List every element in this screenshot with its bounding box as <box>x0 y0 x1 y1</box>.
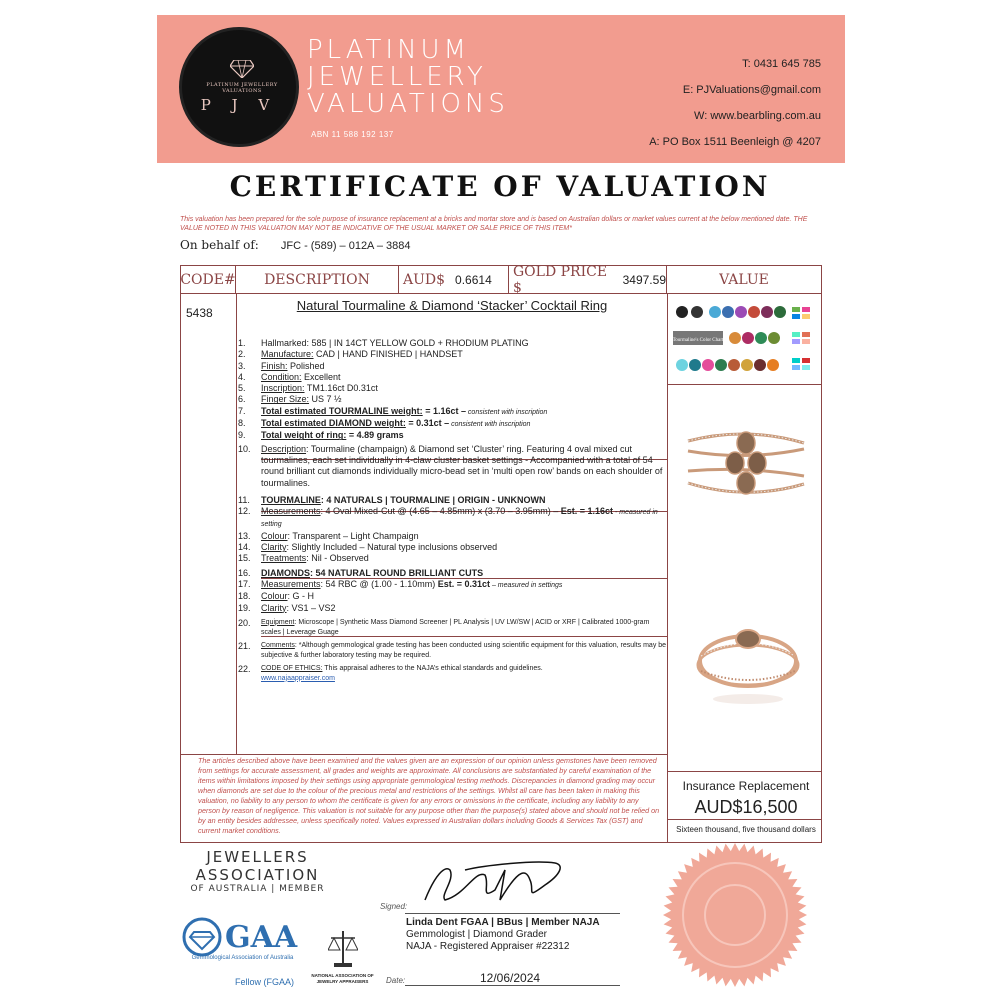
list-item: 16. DIAMONDS: 54 NATURAL ROUND BRILLIANT CUTS <box>238 567 484 578</box>
naja-logo: NATIONAL ASSOCIATION OF JEWELRY APPRAISERS <box>310 928 375 985</box>
list-item: 15. Treatments: Nil - Observed <box>238 553 369 564</box>
letterhead <box>157 15 845 163</box>
embossed-seal <box>660 840 810 990</box>
gold-price-value: 3497.59 <box>622 272 666 287</box>
phone: T: 0431 645 785 <box>742 58 821 70</box>
insurance-top-line <box>667 771 822 772</box>
item-title: Natural Tourmaline & Diamond ‘Stacker’ Cocktail Ring <box>296 298 608 313</box>
item-code: 5438 <box>186 306 213 320</box>
list-item: 13. Colour: Transparent – Light Champaign <box>238 530 419 541</box>
list-item: 6. Finger Size: US 7 ½ <box>238 394 342 405</box>
date-label: Date: <box>386 976 406 985</box>
address: A: PO Box 1511 Beenleigh @ 4207 <box>649 136 821 148</box>
header-gold-price: GOLD PRICE $ 3497.59 <box>509 266 667 294</box>
diamond-icon <box>230 60 254 78</box>
appraiser-details <box>406 917 600 953</box>
list-item: 3. Finish: Polished <box>238 360 325 371</box>
appraiser-role: Gemmologist | Diamond Grader <box>406 929 547 940</box>
aud-rate: 0.6614 <box>455 272 492 287</box>
list-item: 19. Clarity: VS1 – VS2 <box>238 602 336 613</box>
valuation-table <box>180 265 822 843</box>
item-details <box>238 338 668 684</box>
pjv-logo <box>179 27 299 147</box>
insurance-title: Insurance Replacement <box>682 779 810 793</box>
ring-side-view-image <box>691 611 806 721</box>
list-item: 1. Hallmarked: 585 | IN 14CT YELLOW GOLD + RHODIUM PLATING <box>238 338 529 348</box>
insurance-amount: AUD$16,500 <box>694 797 798 817</box>
contact-block <box>649 51 821 155</box>
list-item: 12. Measurements: 4 Oval Mixed-Cut @ (4.65 – 4.85mm) x (3.70 – 3.95mm) – Est. = 1.16ct - measured in setting <box>238 506 658 529</box>
list-item: 2. Manufacture: CAD | HAND FINISHED | HANDSET <box>238 349 463 360</box>
gaa-diamond-icon <box>182 917 222 957</box>
list-item: 10. Description: Tourmaline (champaign) & Diamond set ‘Cluster’ ring. Featuring 4 oval mixed cut tourmalines, each set individually in 4-claw cluster basket settings - Accompanied with a total of 54 round brilliant cut diamonds individually micro-bead set in ‘multi open row’ bands on each shoulder of tourmalines. <box>238 443 663 488</box>
list-item: 17. Measurements: 54 RBC @ (1.00 - 1.10mm) Est. = 0.31ct – measured in settings <box>238 578 563 589</box>
list-item: 7. Total estimated TOURMALINE weight: = 1.16ct – consistent with inscription <box>238 405 548 416</box>
insurance-mid-line <box>667 819 822 820</box>
ring-top-view-image <box>686 421 806 506</box>
chart-label: Tourmaline's Color Chart <box>672 338 724 343</box>
list-item: 8. Total estimated DIAMOND weight: = 0.31ct – consistent with inscription <box>238 418 531 429</box>
header-aud: AUD$ 0.6614 <box>399 266 509 294</box>
list-item: 18. Colour: G - H <box>238 591 315 602</box>
logo-initials: P J V <box>200 96 278 114</box>
insurance-amount-words: Sixteen thousand, five thousand dollars <box>676 825 816 834</box>
value-divider <box>667 384 822 385</box>
list-item: 22. CODE OF ETHICS: This appraisal adheres to the NAJA’s ethical standards and guidelines. www.najaappraiser.com <box>238 663 543 682</box>
email: E: PJValuations@gmail.com <box>682 84 821 96</box>
naja-link[interactable]: www.najaappraiser.com <box>261 674 335 682</box>
signature-line <box>405 913 620 914</box>
signature-image <box>405 855 575 910</box>
valuation-date: 12/06/2024 <box>480 971 541 985</box>
behalf-label: On behalf of: <box>180 238 259 252</box>
page-title: CERTIFICATE OF VALUATION <box>229 170 771 203</box>
tourmaline-color-chart <box>670 298 820 383</box>
legal-notes: The articles described above have been examined and the values given are an expression of our opinion unless gemstones have been removed from settings for accurate assessment, all grades and weights are approximate. All conclusions are substantiated by careful examination of the items within limitations imposed by their settings using appropriate gemmological testing methods. Discrepancies in diamond grading may occur when diamonds are set due to the colour of the precious metal and restrictions of the settings. Whilst all care has been taken in making this valuation, no liability to any person to whom the certificate is given for any errors or omissions in the certificate, including any liability to any person by reason of negligence. This valuation is not suitable for any purpose other than the purpose(s) stated above and should not be relied on by an entity besides addressee, unless specifically noted. Values expressed in Australian dollars including Goods & Services Tax (GST) and current market conditions. <box>198 756 660 835</box>
abn-number: ABN 11 588 192 137 <box>311 130 394 139</box>
header-code: CODE# <box>181 266 236 294</box>
notes-divider <box>181 754 667 755</box>
header-value: VALUE <box>667 266 821 294</box>
website: W: www.bearbling.com.au <box>694 110 821 122</box>
header-description: DESCRIPTION <box>236 266 399 294</box>
appraiser-registration: NAJA - Registered Appraiser #22312 <box>406 941 570 952</box>
list-item: 5. Inscription: TM1.16ct D0.31ct <box>238 383 378 394</box>
appraiser-name: Linda Dent FGAA | BBus | Member NAJA <box>406 917 600 928</box>
behalf-reference: JFC - (589) – 012A – 3884 <box>280 240 411 252</box>
on-behalf-of <box>180 238 411 252</box>
scales-icon <box>328 928 358 968</box>
list-item: 14. Clarity: Slightly Included – Natural type inclusions observed <box>238 542 498 553</box>
list-item: 21. Comments: *Although gemmological grade testing has been conducted using scientific equipment for this valuation, results may be subjective & further laboratory testing may be required. <box>238 640 667 659</box>
signed-label: Signed: <box>380 902 408 911</box>
brand-name: PLATINUM JEWELLERY VALUATIONS <box>307 35 509 119</box>
list-item: 20. Equipment: Microscope | Synthetic Mass Diamond Screener | PL Analysis | UV LW/SW | ACID or XRF | Calibrated 1000-gram scales | Leverage Guage <box>238 617 650 636</box>
logo-arc-text: PLATINUM JEWELLERY VALUATIONS <box>206 82 278 94</box>
list-item: 11. TOURMALINE: 4 NATURALS | TOURMALINE | ORIGIN - UNKNOWN <box>238 494 546 505</box>
column-divider <box>236 294 237 754</box>
date-line <box>405 985 620 986</box>
top-disclaimer: This valuation has been prepared for the sole purpose of insurance replacement at a bricks and mortar store and is based on Australian dollars or market values current at the below mentioned date. THE VALUE NOTED IN THIS VALUATION MAY NOT BE INDICATIVE OF THE USUAL MARKET OR SALE PRICE OF THIS ITEM* <box>180 216 808 232</box>
certificate-page: PLATINUM JEWELLERY VALUATIONS P J V PLATINUM JEWELLERY VALUATIONS ABN 11 588 192 137 T: 0431 645 785 E: PJValuations@gmail.com W: www.bearbling.com.au A: PO Box 1511 Beenleigh @ 4207 CERTIFICATE OF VALUATION This valuation has been prepared for the sole purpose of insurance replacement at a bricks and mortar store and is based on Australian dollars or market values current at the below mentioned date. THE VALUE NOTED IN THIS VALUATION MAY NOT BE INDICATIVE OF THE USUAL MARKET OR SALE PRICE OF THIS ITEM* On behalf of: JFC - (589) – 012A – 3884 CODE# DESCRIPTION AUD$ 0.6614 GOLD PRICE $ 3497.59 VALUE 5438 Natural Tourmaline & Diamond ‘Stacker’ Cocktail Ring 1. Hallmarked: 585 | IN 14CT YELLOW GOLD + RHODIUM PLATING 2. Manufacture: CAD | HAND FINISHED | HANDSET 3. Finish: Polished 4. Condition: Excellent 5. Inscription: TM1.16ct D0.31ct 6. Finger Size: US 7 ½ 7. Total estimated TOURMALINE weight: = 1.16ct – consistent with inscription 8. Total estimated DIAMOND weight: = 0.31ct – consistent with inscription 9. Total weight of ring: = 4.89 grams 10. Description: Tourmaline (champaign) & Diamond set ‘Cluster’ ring. Featuring 4 oval mixed cut tourmalines, each set individually in 4-claw cluster basket settings - Accompanied with a total of 54 round brilliant cut diamonds individually micro-bead set in ‘multi open row’ bands on each shoulder of tourmalines. 11. TOURMALINE: 4 NATURALS | TOURMALINE | ORIGIN - UNKNOWN 12. Measurements: 4 Oval Mixed-Cut @ (4.65 – 4.85mm) x (3.70 – 3.95mm) – Est. = 1.16ct - measured in setting 13. Colour: Transparent – Light Champaign 14. Clarity: Slightly Included – Natural type inclusions observed 15. Treatments: Nil - Observed 16. DIAMONDS: 54 NATURAL ROUND BRILLIANT CUTS 17. Measurements: 54 RBC @ (1.00 - 1.10mm) Est. = 0.31ct – measured in settings 18. Colour: G - H 19. Clarity: VS1 – VS2 20. Equipment: Microscope | Synthetic Mass Diamond Screener | PL Analysis | UV LW/SW | ACID or XRF | Calibrated 1000-gram scales | Leverage Guage 21. Comments: *Although gemmological grade testing has been conducted using scientific equipment for this valuation, results may be subjective & further laboratory testing may be required. 22. CODE OF ETHICS: This appraisal adheres to the NAJA’s ethical standards and guidelines. www.najaappraiser.com Tourmaline's Color Chart The articles described above have been examined and the values given are an expression of our opinion unless gemstones have been removed from settings for accurate assessment, all grades and weights are approximate. All conclusions are substantiated by careful examination of the items within limitations imposed by their settings using appropriate gemmological testing methods. Discrepancies in diamond grading may occur when diamonds are set due to the colour of the precious metal and restrictions of the settings. Whilst all care has been taken in making this valuation, no liability to any person to whom the certificate is given for any errors or omissions in the certificate, including any liability to any person by reason of negligence. This valuation is not suitable for any purpose other than the purpose(s) stated above and should not be relied on by an entity besides addressee, unless specifically noted. Values expressed in Australian dollars including Goods & Services Tax (GST) and current market conditions. Insurance Replacement AUD$16,500 Sixteen thousand, five thousand dollars JEWELLERS ASSOCIATION OF AUSTRALIA | MEMBER GAA Gemmological Association of Australia Fellow (FGAA) NATIONAL ASSOCIATION OF JEWELRY APPRAISERS Signed: Linda Dent FGAA | BBus | Member NAJA Gemmologist | Diamond Grader NAJA - Registered Appraiser #22312 Date: 12/06/2024 <box>150 10 850 995</box>
jewellers-association-logo: JEWELLERS ASSOCIATION OF AUSTRALIA | MEMBER <box>190 848 325 894</box>
list-item: 4. Condition: Excellent <box>238 371 341 382</box>
list-item: 9. Total weight of ring: = 4.89 grams <box>238 430 404 441</box>
